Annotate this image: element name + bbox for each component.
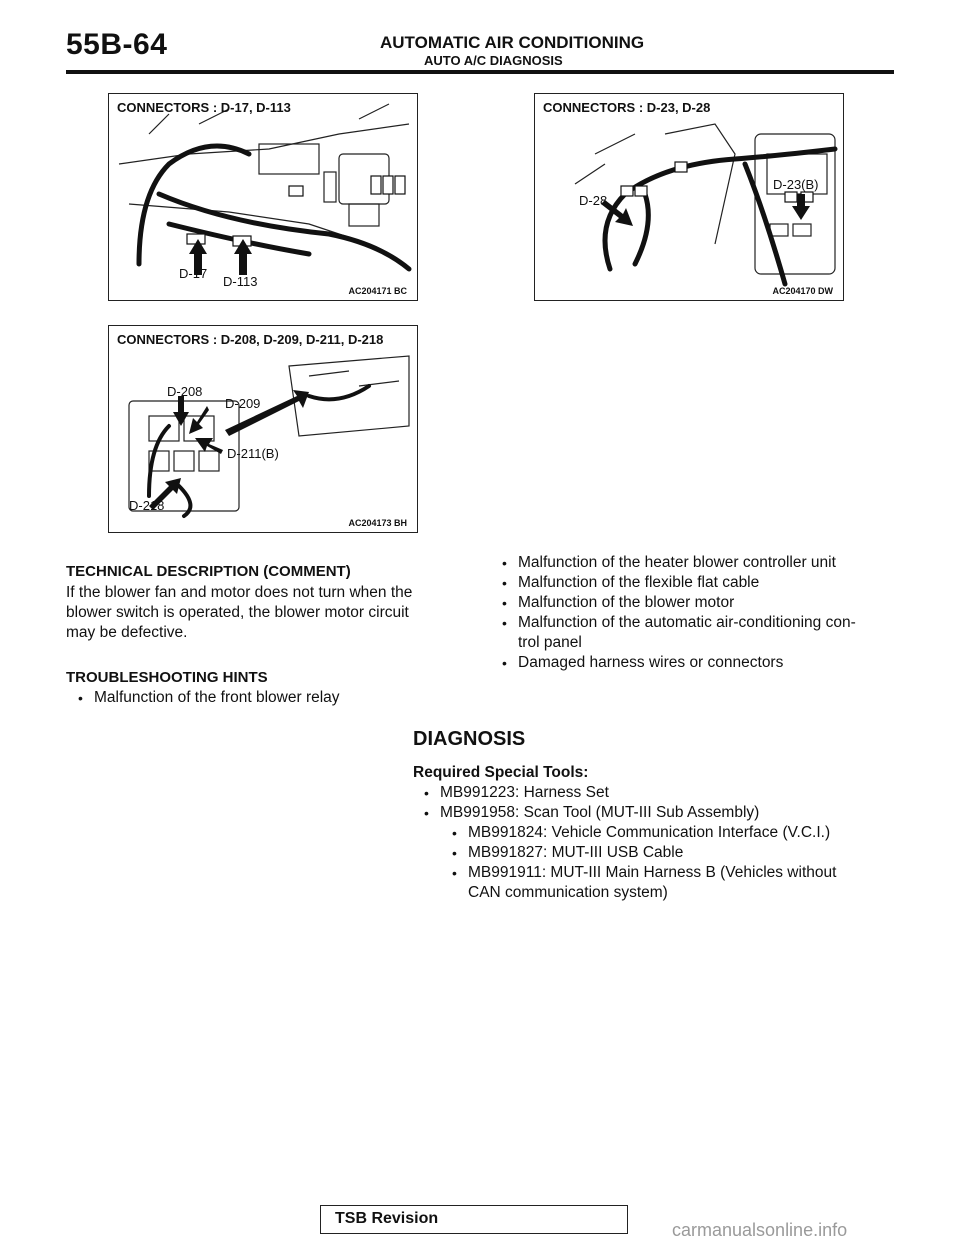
- list-item: • Malfunction of the flexible flat cable: [498, 573, 898, 593]
- connector-label-d209: D-209: [225, 396, 261, 411]
- connector-label-d211b: D-211(B): [227, 446, 279, 461]
- figure-caption: CONNECTORS : D-208, D-209, D-211, D-218: [117, 332, 384, 347]
- technical-line: may be defective.: [66, 624, 188, 641]
- list-item: • Damaged harness wires or connectors: [498, 653, 898, 673]
- connector-label-d208: D-208: [167, 384, 203, 399]
- connector-label-d113: D-113: [223, 274, 258, 289]
- list-item-line: trol panel: [518, 634, 582, 651]
- connector-label-d28: D-28: [579, 193, 608, 208]
- technical-line: blower switch is operated, the blower motor circuit: [66, 604, 409, 621]
- figure-code: AC204170 DW: [772, 286, 833, 296]
- subsection-title: AUTO A/C DIAGNOSIS: [424, 53, 563, 68]
- list-item: • MB991824: Vehicle Communication Interface (V.C.I.): [448, 823, 898, 843]
- figure-connectors-d23-d28: [534, 93, 844, 301]
- section-title: AUTOMATIC AIR CONDITIONING: [380, 33, 645, 52]
- figure-code: AC204171 BC: [348, 286, 407, 296]
- list-item: • Malfunction of the heater blower controller unit: [498, 553, 898, 573]
- technical-description-heading: TECHNICAL DESCRIPTION (COMMENT): [66, 563, 351, 580]
- technical-description-body: [66, 583, 466, 643]
- figure-caption: CONNECTORS : D-17, D-113: [117, 100, 291, 115]
- technical-line: If the blower fan and motor does not turn when the: [66, 584, 413, 601]
- troubleshooting-heading: TROUBLESHOOTING HINTS: [66, 669, 268, 686]
- scan-tool-components-list: [448, 823, 898, 903]
- tsb-revision-label: TSB Revision: [335, 1210, 439, 1227]
- list-item: • Malfunction of the front blower relay: [74, 688, 454, 708]
- figure-connectors-d208-d218: [108, 325, 418, 533]
- connector-label-d218: D-218: [129, 498, 165, 513]
- tsb-revision-box: [320, 1205, 628, 1234]
- connector-label-d23b: D-23(B): [773, 177, 819, 192]
- list-item: [448, 863, 898, 903]
- figure-connectors-d17-d113: [108, 93, 418, 301]
- connector-label-d17: D-17: [179, 266, 208, 281]
- figure-caption: CONNECTORS : D-23, D-28: [543, 100, 711, 115]
- required-tools-list: [420, 783, 900, 823]
- list-item-line: CAN communication system): [468, 884, 668, 901]
- diagnosis-heading: DIAGNOSIS: [413, 728, 526, 750]
- troubleshooting-list-continued: [498, 553, 898, 673]
- figure-code: AC204173 BH: [348, 518, 407, 528]
- list-item: • MB991958: Scan Tool (MUT-III Sub Assembly): [420, 803, 900, 823]
- page-number: 55B-64: [66, 28, 168, 61]
- list-item: • MB991223: Harness Set: [420, 783, 900, 803]
- list-item: • MB991827: MUT-III USB Cable: [448, 843, 898, 863]
- watermark: carmanualsonline.info: [672, 1220, 848, 1240]
- harness-illustration: [109, 94, 417, 300]
- list-item: • Malfunction of the blower motor: [498, 593, 898, 613]
- list-item: [498, 613, 898, 653]
- troubleshooting-list: [74, 688, 454, 708]
- header-rule: [66, 70, 894, 74]
- required-tools-heading: Required Special Tools:: [413, 764, 589, 781]
- list-item-line: MB991911: MUT-III Main Harness B (Vehicles without: [468, 864, 837, 881]
- list-item-line: Malfunction of the automatic air-conditioning con-: [518, 614, 856, 631]
